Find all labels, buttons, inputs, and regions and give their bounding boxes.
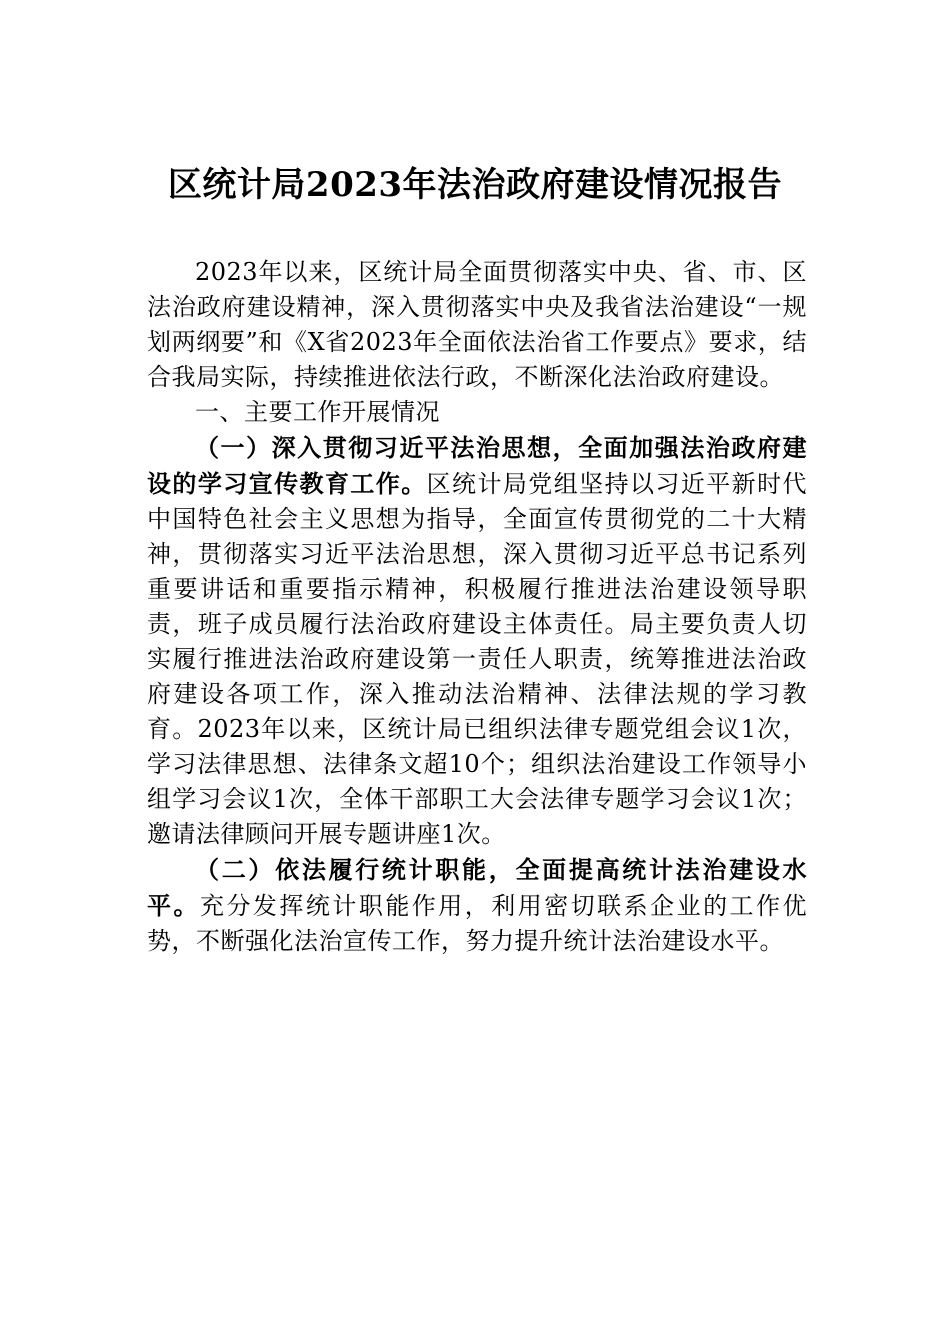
paragraph-item-2	[147, 852, 807, 959]
document-body	[147, 255, 807, 959]
item-2-heading: （二）依法履行统计职能，全面提高统计法治建设水平。	[147, 855, 807, 920]
item-2-body: 充分发挥统计职能作用，利用密切联系企业的工作优势，不断强化法治宣传工作，努力提升统计法治建设水平。	[147, 892, 808, 955]
document-title: 区统计局2023年法治政府建设情况报告	[167, 165, 783, 205]
paragraph-item-1	[147, 430, 807, 852]
intro-paragraph: 2023年以来，区统计局全面贯彻落实中央、省、市、区法治政府建设精神，深入贯彻落实中央及我省法治建设“一规划两纲要”和《X省2023年全面依法治省工作要点》要求，结合我局实际，持续推进依法行政，不断深化法治政府建设。	[147, 258, 807, 391]
section-heading-main-work: 一、主要工作开展情况	[195, 398, 440, 426]
item-1-body: 区统计局党组坚持以习近平新时代中国特色社会主义思想为指导，全面宣传贯彻党的二十大精神，贯彻落实习近平法治思想，深入贯彻习近平总书记系列重要讲话和重要指示精神，积极履行推进法治建设领导职责，班子成员履行法治政府建设主体责任。局主要负责人切实履行推进法治政府建设第一责任人职责，统筹推进法治政府建设各项工作，深入推动法治精神、法律法规的学习教育。2023年以来，区统计局已组织法律专题党组会议1次，学习法律思想、法律条文超10个；组织法治建设工作领导小组学习会议1次，全体干部职工大会法律专题学习会议1次；邀请法律顾问开展专题讲座1次。	[147, 470, 808, 848]
item-1-heading: （一）深入贯彻习近平法治思想，全面加强法治政府建设的学习宣传教育工作。	[147, 433, 807, 498]
